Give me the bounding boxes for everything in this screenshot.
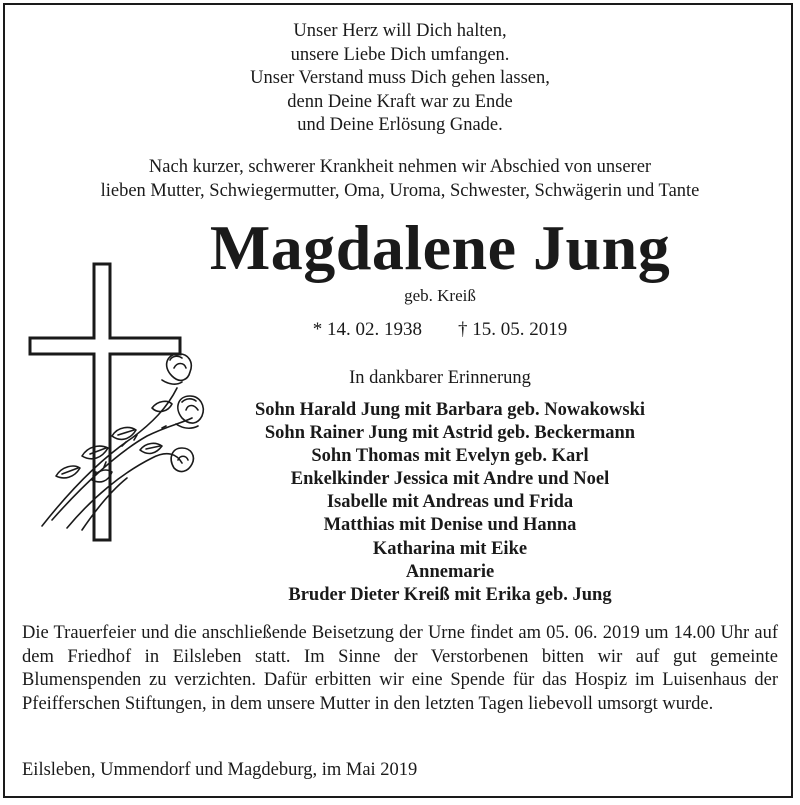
family-member: Sohn Harald Jung mit Barbara geb. Nowakowski xyxy=(254,400,646,420)
poem-line: denn Deine Kraft war zu Ende xyxy=(287,91,513,112)
poem-line: und Deine Erlösung Gnade. xyxy=(297,115,503,135)
intro-line: Nach kurzer, schwerer Krankheit nehmen wir Abschied von unserer xyxy=(148,157,652,177)
memory-line: In dankbarer Erinnerung xyxy=(349,368,531,388)
poem-line: unsere Liebe Dich umfangen. xyxy=(290,44,510,65)
death-date: † 15. 05. 2019 xyxy=(458,319,568,340)
family-member: Sohn Rainer Jung mit Astrid geb. Beckermann xyxy=(264,423,636,444)
family-member: Sohn Thomas mit Evelyn geb. Karl xyxy=(311,446,589,467)
family-member: Katharina mit Eike xyxy=(372,538,528,559)
intro-line: lieben Mutter, Schwiegermutter, Oma, Uroma, Schwester, Schwägerin und Tante xyxy=(100,180,700,201)
cross-with-roses-icon xyxy=(22,258,212,548)
signoff: Eilsleben, Ummendorf und Magdeburg, im Mai 2019 xyxy=(22,760,418,780)
birth-name: geb. Kreiß xyxy=(404,286,476,305)
family-member: Isabelle mit Andreas und Frida xyxy=(326,492,574,513)
poem-line: Unser Herz will Dich halten, xyxy=(293,21,507,41)
birth-date: * 14. 02. 1938 xyxy=(312,319,422,340)
family-member: Bruder Dieter Kreiß mit Erika geb. Jung xyxy=(288,584,612,605)
deceased-name: Magdalene Jung xyxy=(209,212,671,283)
family-member: Annemarie xyxy=(405,561,495,582)
poem-line: Unser Verstand muss Dich gehen lassen, xyxy=(250,68,550,88)
family-member: Enkelkinder Jessica mit Andre und Noel xyxy=(290,469,610,490)
poem xyxy=(0,20,800,138)
family-member: Matthias mit Denise und Hanna xyxy=(323,515,577,536)
intro-text xyxy=(0,156,800,203)
funeral-details: Die Trauerfeier und die anschließende Beisetzung der Urne findet am 05. 06. 2019 um 14.00 Uhr auf dem Friedhof in Eilsleben statt. Im Sinne der Verstorbenen bitten wir auf gut gemeinte Blumenspenden zu verzichten. Dafür erbitten wir eine Spende für das Hospiz im Luisenhaus der Pfeifferschen Stiftungen, in dem unsere Mutter in den letzten Tagen liebevoll umsorgt wurde. xyxy=(22,623,778,714)
